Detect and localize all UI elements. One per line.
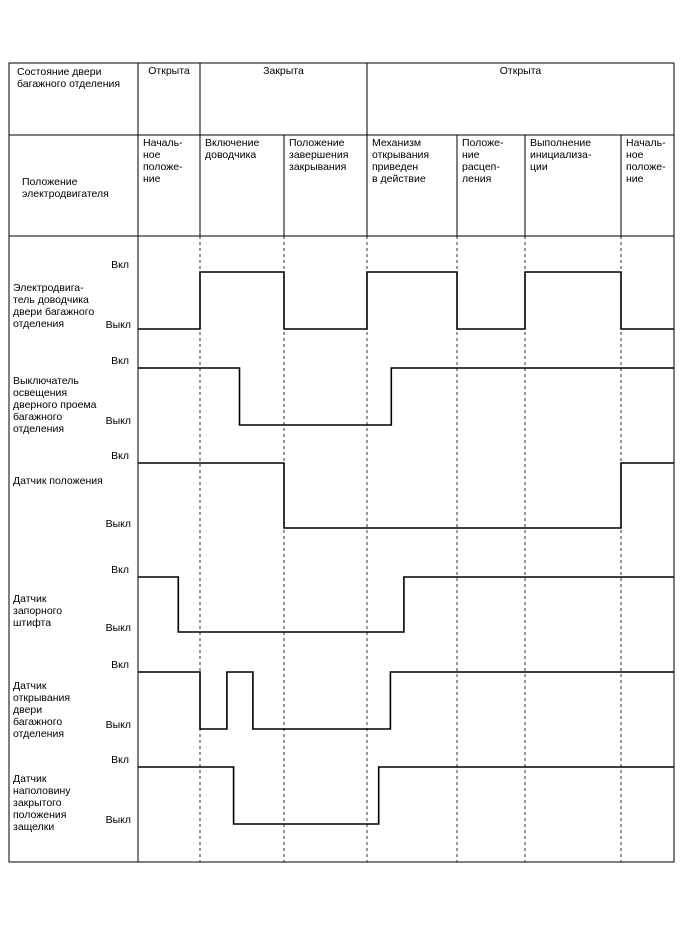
signal-waveform (138, 368, 674, 425)
on-level-label: Вкл (111, 754, 129, 766)
signal-name: Датчик положения (13, 475, 103, 487)
on-level-label: Вкл (111, 564, 129, 576)
motor-position-title: Положение электродвигателя (22, 176, 109, 200)
header (17, 65, 666, 200)
signal-name: Датчик открывания двери багажного отделения (13, 680, 71, 740)
signals (13, 259, 674, 833)
signal-name: Датчик запорного штифта (13, 593, 63, 629)
on-level-label: Вкл (111, 259, 129, 271)
signal-row (13, 564, 674, 634)
signal-waveform (138, 272, 674, 329)
signal-waveform (138, 577, 674, 632)
position-label: Началь-ное положе-ние (143, 137, 183, 185)
off-level-label: Выкл (105, 719, 131, 731)
signal-row (13, 259, 674, 331)
table-frame (9, 63, 674, 862)
on-level-label: Вкл (111, 659, 129, 671)
position-label: Включение доводчика (205, 137, 260, 161)
signal-name: Электродвига-тель доводчика двери багажного отделения (13, 282, 95, 330)
off-level-label: Выкл (105, 319, 131, 331)
position-label: Положе-ние расцеп-ления (462, 137, 504, 185)
signal-row (13, 450, 674, 530)
off-level-label: Выкл (105, 622, 131, 634)
outer-border (9, 63, 674, 862)
door-state-label: Открыта (148, 65, 190, 77)
off-level-label: Выкл (105, 415, 131, 427)
position-label: Механизм открывания приведен в действие (372, 137, 430, 185)
signal-row (13, 754, 674, 833)
off-level-label: Выкл (105, 814, 131, 826)
on-level-label: Вкл (111, 450, 129, 462)
on-level-label: Вкл (111, 355, 129, 367)
door-state-title: Состояние двери багажного отделения (17, 66, 121, 90)
position-label: Положение завершения закрывания (289, 137, 349, 173)
signal-name: Датчик наполовину закрытого положения защелки (13, 773, 71, 833)
signal-row (13, 659, 674, 740)
signal-waveform (138, 672, 674, 729)
position-label: Началь-ное положе-ние (626, 137, 666, 185)
signal-waveform (138, 463, 674, 528)
signal-row (13, 355, 674, 435)
signal-waveform (138, 767, 674, 824)
door-state-label: Открыта (499, 65, 542, 77)
signal-name: Выключатель освещения дверного проема багажного отделения (13, 375, 97, 435)
position-label: Выполнение инициализа-ции (530, 137, 592, 173)
off-level-label: Выкл (105, 518, 131, 530)
door-state-label: Закрыта (263, 65, 304, 77)
